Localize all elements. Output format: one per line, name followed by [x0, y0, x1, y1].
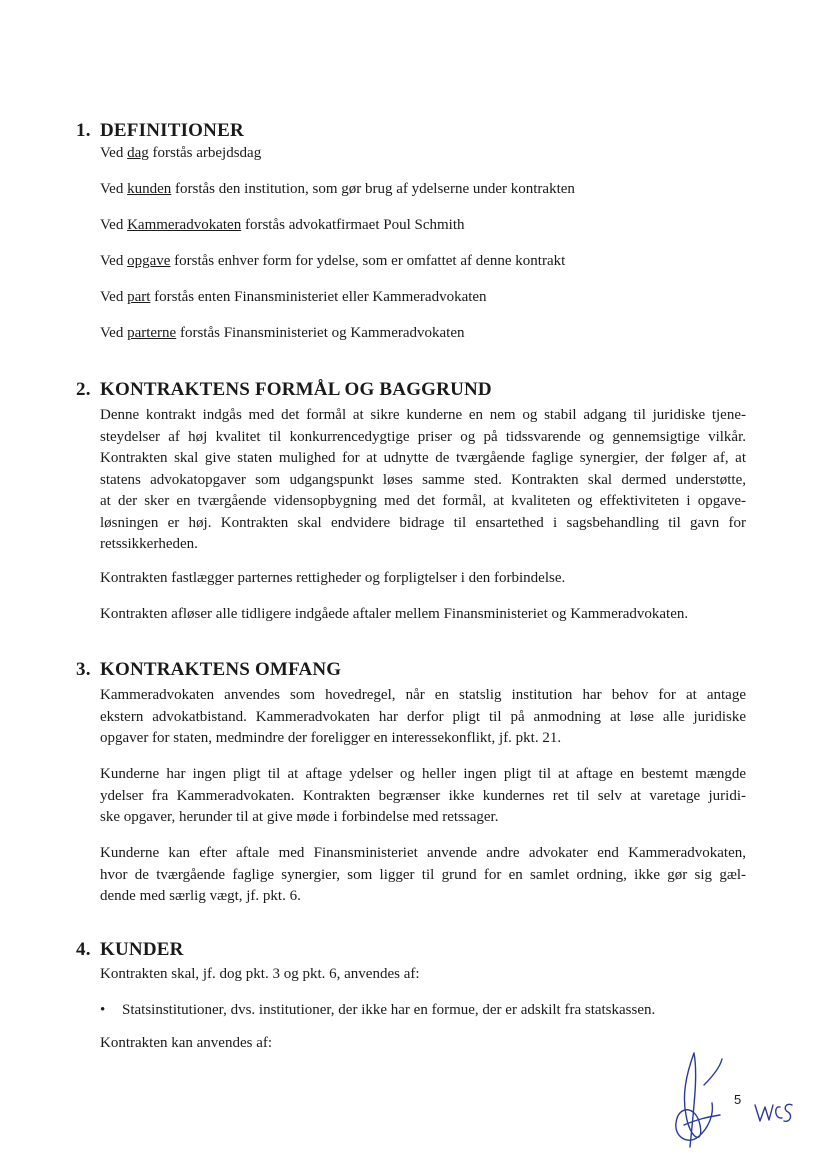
paragraph-line: retssikkerheden.: [100, 536, 198, 552]
definition-term: dag: [127, 145, 149, 161]
paragraph: [100, 1033, 746, 1055]
paragraph-line: Kontrakten afløser alle tidligere indgåede aftaler mellem Finansministeriet og Kammeradvokaten.: [100, 606, 689, 622]
section-title: KONTRAKTENS FORMÅL OG BAGGRUND: [100, 379, 492, 400]
definition-term: opgave: [127, 253, 171, 269]
page-number: 5: [734, 1092, 742, 1107]
paragraph: [100, 604, 746, 626]
section-title: DEFINITIONER: [100, 120, 244, 141]
definition-item: [100, 325, 465, 342]
definition-prefix: Ved: [100, 145, 128, 161]
paragraph: [100, 843, 746, 908]
paragraph-line: steydelser af høj kvalitet til konkurrencedygtige priser og på tidssvarende og gennemsigtige vilkår.: [100, 428, 746, 445]
definition-item: [100, 217, 465, 234]
paragraph-line: ekstern advokatbistand. Kammeradvokaten har derfor pligt til på anmodning at løse alle juridiske: [100, 708, 746, 725]
paragraph: [100, 685, 746, 750]
definition-prefix: Ved: [100, 217, 128, 233]
paragraph-line: ske opgaver, herunder til at give møde i forbindelse med retssager.: [100, 809, 499, 825]
section-number: 4.: [76, 939, 91, 960]
section-heading-definitioner: [76, 120, 244, 142]
definition-text: forstås arbejdsdag: [148, 145, 262, 161]
section-heading-kunder: [76, 939, 184, 961]
paragraph-line: Kontrakten skal give staten mulighed for at udnytte de tværgående faglige synergier, der følger af, at: [100, 450, 746, 466]
definition-item: [100, 289, 487, 306]
definition-text: forstås Finansministeriet og Kammeradvokaten: [176, 325, 465, 341]
definition-prefix: Ved: [100, 289, 128, 305]
paragraph: [100, 568, 746, 590]
definition-prefix: Ved: [100, 253, 128, 269]
section-number: 3.: [76, 659, 91, 680]
definition-text: forstås enten Finansministeriet eller Kammeradvokaten: [150, 289, 487, 305]
paragraph-line: opgaver for staten, medmindre der foreligger en interessekonflikt, jf. pkt. 21.: [100, 730, 562, 746]
definition-text: forstås advokatfirmaet Poul Schmith: [241, 217, 465, 233]
paragraph-line: Kunderne har ingen pligt til at aftage ydelser og heller ingen pligt til at aftage en bestemt mængde: [100, 766, 746, 782]
paragraph-line: at der sker en tværgående vidensopbygning med det formål, at kvaliteten og effektiviteten i opgave-: [100, 493, 746, 509]
bullet-icon: •: [100, 1002, 106, 1018]
initials-signature: [752, 1093, 794, 1127]
definition-item: [100, 253, 565, 270]
definition-term: kunden: [127, 181, 172, 197]
definition-text: forstås enhver form for ydelse, som er omfattet af denne kontrakt: [170, 253, 566, 269]
paragraph-line: løsningen er høj. Kontrakten skal endvidere bidrage til ensartethed i sagsbehandling til gavn for: [100, 514, 746, 531]
definition-text: forstås den institution, som gør brug af ydelserne under kontrakten: [171, 181, 575, 197]
definition-term: part: [127, 289, 151, 305]
list-item: [100, 1002, 655, 1019]
section-title: KONTRAKTENS OMFANG: [100, 659, 342, 680]
paragraph-line: Kontrakten fastlægger parternes rettigheder og forpligtelser i den forbindelse.: [100, 570, 566, 586]
paragraph-line: Kontrakten skal, jf. dog pkt. 3 og pkt. 6, anvendes af:: [100, 966, 420, 982]
definition-item: [100, 181, 575, 198]
paragraph-line: statens advokatopgaver som udgangspunkt løses samme sted. Kontrakten skal dermed understøtte,: [100, 471, 746, 488]
definition-item: [100, 145, 261, 162]
section-number: 2.: [76, 379, 91, 400]
paragraph-line: Kammeradvokaten anvendes som hovedregel, når en statslig institution har behov for at antage: [100, 687, 746, 703]
definition-term: Kammeradvokaten: [127, 217, 242, 233]
paragraph: [100, 764, 746, 829]
paragraph: [100, 405, 746, 556]
section-heading-formaal: [76, 379, 492, 401]
section-heading-omfang: [76, 659, 341, 681]
paragraph-line: Denne kontrakt indgås med det formål at sikre kunderne en nem og stabil adgang til juridiske tjene-: [100, 407, 746, 423]
definition-term: parterne: [127, 325, 177, 341]
paragraph-line: ydelser fra Kammeradvokaten. Kontrakten begrænser ikke kundernes ret til selv at varetage juridi-: [100, 787, 746, 804]
paragraph-line: dende med særlig vægt, jf. pkt. 6.: [100, 888, 301, 904]
section-number: 1.: [76, 120, 91, 141]
paragraph-line: hvor de tværgående faglige synergier, som ligger til grund for en samlet ordning, ikke gør sig gæl-: [100, 866, 746, 883]
signature-scribble: [664, 1045, 728, 1155]
list-item-text: Statsinstitutioner, dvs. institutioner, der ikke har en formue, der er adskilt fra statskassen.: [122, 1002, 656, 1018]
paragraph-line: Kunderne kan efter aftale med Finansministeriet anvende andre advokater end Kammeradvokaten,: [100, 845, 746, 861]
section-title: KUNDER: [100, 939, 184, 960]
definition-prefix: Ved: [100, 325, 128, 341]
definition-prefix: Ved: [100, 181, 128, 197]
paragraph: [100, 964, 746, 986]
paragraph-line: Kontrakten kan anvendes af:: [100, 1035, 273, 1051]
